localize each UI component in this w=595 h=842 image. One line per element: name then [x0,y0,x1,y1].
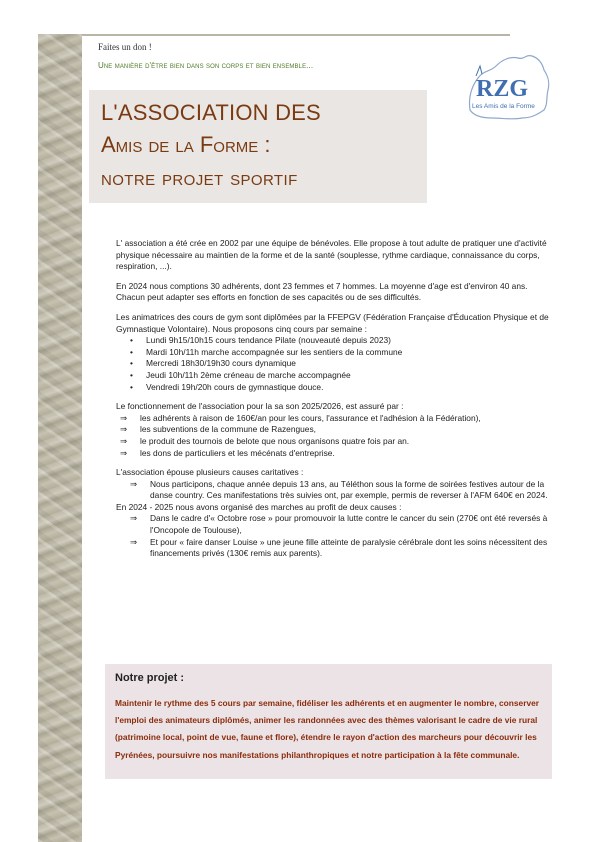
list-item: ⇒ Nous participons, chaque année depuis 13 ans, au Téléthon sous la forme de soirées festives autour de la danse country. Ces manifestations très suivies ont, par exemple, permis de reverser à l'AFM 640€ en 2024. [130,478,548,501]
list-item: • Mercredi 18h30/19h30 cours dynamique [130,358,556,370]
courses-list [116,335,556,393]
list-item: • Jeudi 10h/11h 2ème créneau de marche accompagnée [130,370,556,382]
donate-link[interactable]: Faites un don ! [98,42,152,52]
list-item: • Mardi 10h/11h marche accompagnée sur les sentiers de la commune [130,347,556,359]
list-item: ⇒ le produit des tournois de belote que nous organisons quatre fois par an. [120,435,410,446]
arrow-icon: ⇒ [120,447,128,458]
arrow-icon: ⇒ [120,424,128,435]
document-body [116,238,556,560]
decorative-side-strip [38,34,82,842]
top-rule [82,34,510,36]
project-text: Maintenir le rythme des 5 cours par semaine, fidéliser les adhérents et en augmenter le nombre, conserver l'emploi des animateurs diplômés, animer les randonnées avec des thèmes valorisant le cadre de vie rural (patrimoine local, point de vue, faune et flore), étendre le rayon d'action des marcheurs pour découvrir les Pyrénées, poursuivre nos manifestations philanthropiques et notre participation à la fête communale. [115,698,540,760]
causes-intro: L'association épouse plusieurs causes caritatives : [116,467,304,478]
page-title-line-2: Amis de la Forme : [101,132,271,157]
list-item: • Lundi 9h15/10h15 cours tendance Pilate (nouveauté depuis 2023) [130,335,556,347]
funding-list [116,413,556,459]
list-item: ⇒ les adhérents à raison de 160€/an pour les cours, l'assurance et l'adhésion à la Fédération), [120,412,481,423]
tagline: Une manière d'être bien dans son corps et bien ensemble... [98,61,314,70]
list-item: ⇒ Dans le cadre d'« Octobre rose » pour promouvoir la lutte contre le cancer du sein (270€ ont été reversés à l'Oncopole de Toulouse), [130,513,548,536]
courses-intro: Les animatrices des cours de gym sont diplômées par la FFEPGV (Fédération Française d'Éducation Physique et de Gymnastique Volontaire). Nous proposons cinq cours par semaine : [116,311,549,334]
list-item: • Vendredi 19h/20h cours de gymnastique douce. [130,382,556,394]
causes-2024-list [116,513,556,559]
arrow-icon: ⇒ [130,536,138,547]
funding-intro: Le fonctionnement de l'association pour la sa son 2025/2026, est assuré par : [116,401,404,412]
arrow-icon: ⇒ [120,412,128,423]
logo-caption: Les Amis de la Forme [472,103,535,110]
project-heading: Notre projet : [115,672,185,684]
page-title-line-1: L'ASSOCIATION DES [101,100,321,125]
list-item: ⇒ Et pour « faire danser Louise » une jeune fille atteinte de paralysie cérébrale dont les soins nécessitent des financements privés (130€ remis aux parents). [130,536,548,559]
arrow-icon: ⇒ [120,435,128,446]
members-paragraph: En 2024 nous comptions 30 adhérents, dont 23 femmes et 7 hommes. La moyenne d'age est d'environ 40 ans. Chacun peut adapter ses efforts en fonction de ses capacités ou de ses difficultés. [116,280,528,303]
project-box [105,664,552,779]
causes-2024-intro: En 2024 - 2025 nous avons organisé des marches au profit de deux causes : [116,501,402,512]
list-item: ⇒ les dons de particuliers et les mécénats d'entreprise. [120,447,335,458]
list-item: ⇒ les subventions de la commune de Razengues, [120,424,316,435]
association-logo [462,48,554,128]
arrow-icon: ⇒ [130,513,138,524]
causes-list [116,479,556,502]
title-block [89,90,427,203]
page-title-line-3: notre projet sportif [101,165,298,190]
arrow-icon: ⇒ [130,478,138,489]
intro-paragraph: L' association a été crée en 2002 par une équipe de bénévoles. Elle propose à tout adulte de pratiquer une d'activité physique nécessaire au maintien de la forme et de la santé (souplesse, rythme cardiaque, connaissance du corps, respiration, ...). [116,238,547,272]
logo-letters: RZG [476,76,529,102]
